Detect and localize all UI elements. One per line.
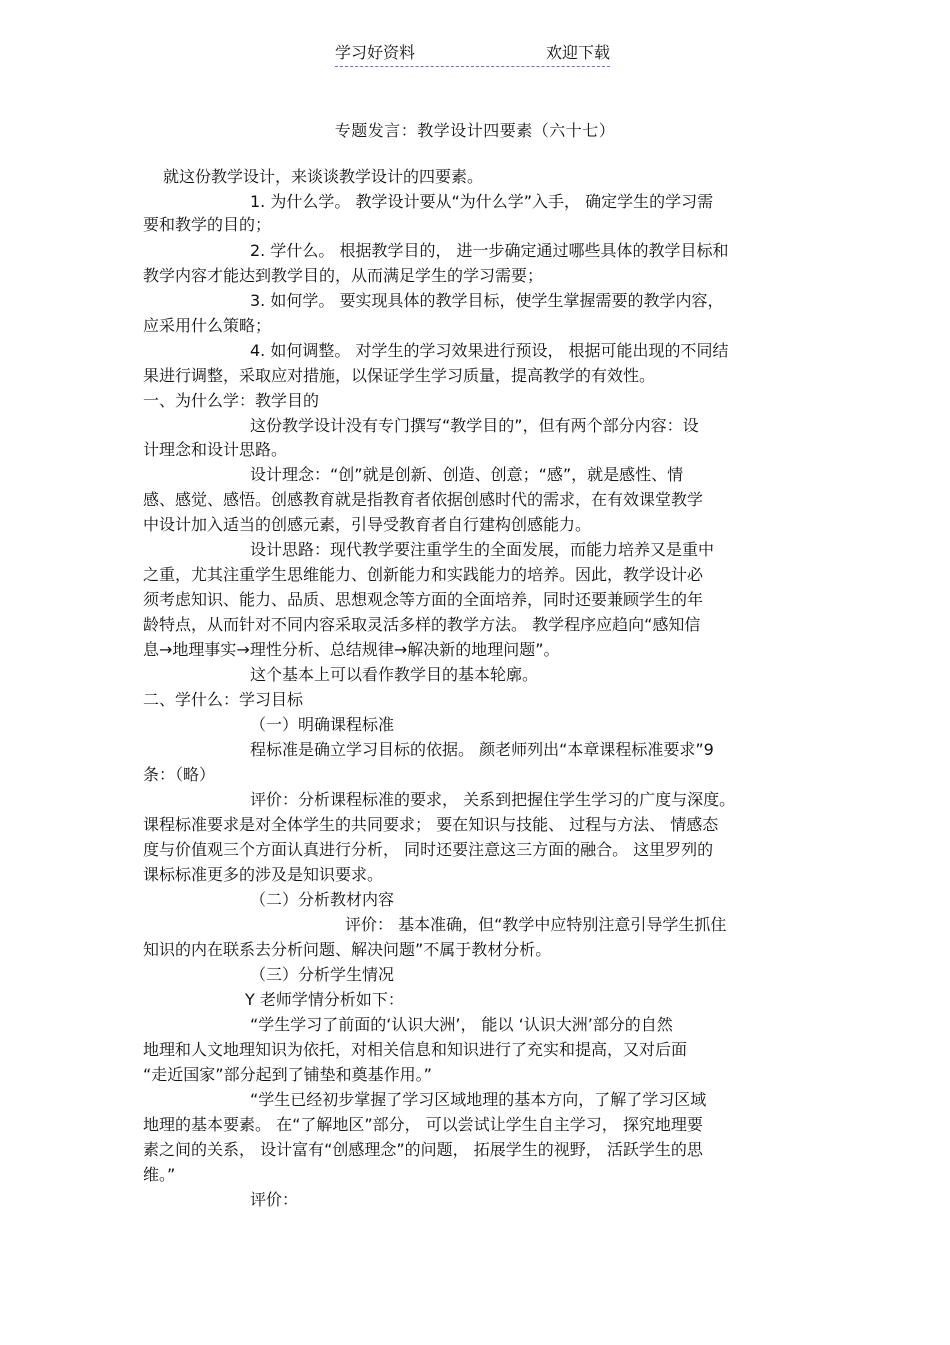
text-line: 度与价值观三个方面认真进行分析， 同时还要注意这三方面的融合。 这里罗列的 xyxy=(143,840,714,859)
text-line: 评价： 基本准确，但“教学中应特别注意引导学生抓住 xyxy=(345,915,727,934)
text-line: 课程标准要求是对全体学生的共同要求； 要在知识与技能、 过程与方法、 情感态 xyxy=(143,815,719,834)
text-line: 地理和人文地理知识为依托，对相关信息和知识进行了充实和提高，又对后面 xyxy=(143,1040,688,1059)
subsection-heading: （三）分析学生情况 xyxy=(250,965,395,984)
text-line: 中设计加入适当的创感元素，引导受教育者自行建构创感能力。 xyxy=(143,515,592,534)
text-line: 知识的内在联系去分析问题、解决问题”不属于教材分析。 xyxy=(143,940,552,959)
text-line: 地理的基本要素。 在“了解地区”部分， 可以尝试让学生自主学习， 探究地理要 xyxy=(143,1115,703,1134)
text-line: 息→地理事实→理性分析、总结规律→解决新的地理问题”。 xyxy=(143,640,560,659)
text-line: 1. 为什么学。 教学设计要从“为什么学”入手， 确定学生的学习需 xyxy=(250,192,714,211)
page-header xyxy=(335,40,610,67)
text-line: Y 老师学情分析如下： xyxy=(245,990,404,1009)
text-line: “学生学习了前面的‘认识大洲’， 能以 ‘认识大洲’部分的自然 xyxy=(250,1015,673,1034)
text-line: 素之间的关系， 设计富有“创感理念”的问题， 拓展学生的视野， 活跃学生的思 xyxy=(143,1140,703,1159)
text-line: 计理念和设计思路。 xyxy=(143,440,288,459)
text-line: 设计理念：“创”就是创新、创造、创意；“感”，就是感性、情 xyxy=(250,465,684,484)
header-right-text: 欢迎下载 xyxy=(545,43,610,62)
text-line: 这个基本上可以看作教学目的基本轮廓。 xyxy=(250,665,539,684)
text-line: 程标准是确立学习目标的依据。 颜老师列出“本章课程标准要求”9 xyxy=(250,740,714,759)
text-line: 评价： xyxy=(250,1190,299,1209)
text-line: 设计思路：现代教学要注重学生的全面发展，而能力培养又是重中 xyxy=(250,540,715,559)
subsection-heading: （一）明确课程标准 xyxy=(250,715,395,734)
text-line: 须考虑知识、能力、品质、思想观念等方面的全面培养，同时还要兼顾学生的年 xyxy=(143,590,704,609)
text-line: 4. 如何调整。 对学生的学习效果进行预设， 根据可能出现的不同结 xyxy=(250,341,729,360)
section-heading: 二、学什么：学习目标 xyxy=(143,690,304,709)
text-line: 评价：分析课程标准的要求， 关系到把握住学生学习的广度与深度。 xyxy=(250,790,736,809)
text-line: 应采用什么策略； xyxy=(143,316,272,335)
text-line: 课标标准更多的涉及是知识要求。 xyxy=(143,865,384,884)
text-line: 之重，尤其注重学生思维能力、创新能力和实践能力的培养。因此，教学设计必 xyxy=(143,565,704,584)
text-line: 这份教学设计没有专门撰写“教学目的”，但有两个部分内容：设 xyxy=(250,416,699,435)
text-line: 感、感觉、感悟。创感教育就是指教育者依据创感时代的需求，在有效课堂教学 xyxy=(143,490,704,509)
text-line: 条：（略） xyxy=(143,765,216,784)
header-left-text: 学习好资料 xyxy=(335,43,416,62)
text-line: “学生已经初步掌握了学习区域地理的基本方向，了解了学习区域 xyxy=(250,1090,707,1109)
text-line: 3. 如何学。 要实现具体的教学目标，使学生掌握需要的教学内容， xyxy=(250,291,724,310)
text-line: 教学内容才能达到教学目的，从而满足学生的学习需要； xyxy=(143,266,544,285)
text-line: 维。” xyxy=(143,1165,176,1184)
text-line: “走近国家”部分起到了铺垫和奠基作用。” xyxy=(143,1065,432,1084)
document-title: 专题发言：教学设计四要素（六十七） xyxy=(334,121,616,140)
text-line: 要和教学的目的； xyxy=(143,215,272,234)
text-line: 龄特点，从而针对不同内容采取灵活多样的教学方法。 教学程序应趋向“感知信 xyxy=(143,615,701,634)
subsection-heading: （二）分析教材内容 xyxy=(250,890,395,909)
text-line: 就这份教学设计，来谈谈教学设计的四要素。 xyxy=(163,167,484,186)
section-heading: 一、为什么学：教学目的 xyxy=(143,391,320,410)
text-line: 果进行调整，采取应对措施，以保证学生学习质量，提高教学的有效性。 xyxy=(143,366,656,385)
text-line: 2. 学什么。 根据教学目的， 进一步确定通过哪些具体的教学目标和 xyxy=(250,241,729,260)
